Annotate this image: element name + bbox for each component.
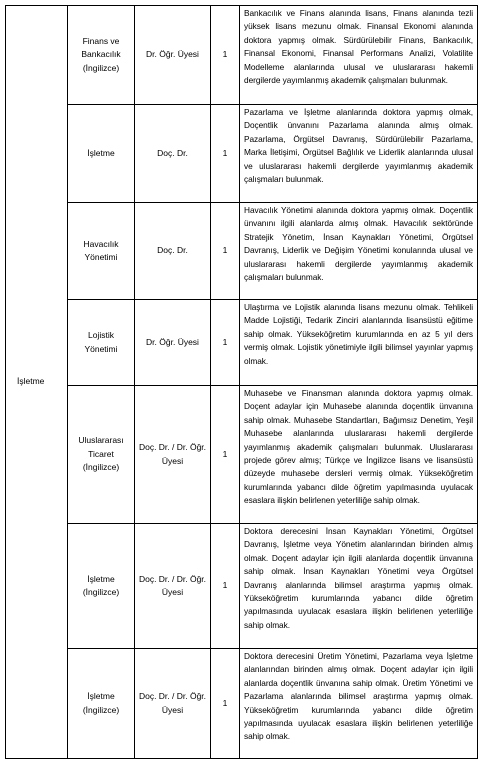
field-cell: İşletme bbox=[68, 105, 135, 203]
title-cell: Doç. Dr. bbox=[135, 105, 211, 203]
requirement-cell: Doktora derecesini İnsan Kaynakları Yönetimi, Örgütsel Davranış, İşletme veya Yönetim alanlarından birinden almış olmak. Doçent adaylar için ilgili alanlarda doçentlik ünvanına sahip olmak. İnsan Kaynakları Yönetimi veya Örgütsel Davranış alanlarında bilimsel araştırma yapmış olmak. Yükseköğretim kurumlarında yabancı dilde öğretim yapılmasında uyulacak esaslara ilişkin belirlenen yeterliliğe sahip olmak. bbox=[240, 524, 478, 649]
field-cell: Lojistik Yönetimi bbox=[68, 300, 135, 386]
table-row bbox=[6, 203, 478, 300]
table-row bbox=[6, 386, 478, 524]
count-cell: 1 bbox=[211, 6, 240, 105]
requirement-cell: Muhasebe ve Finansman alanında doktora yapmış olmak. Doçent adaylar için Muhasebe alanında doçentlik ünvanına sahip olmak. Muhasebe Standartları, Bağımsız Denetim, Yeşil Muhasebe alanlarında uluslararası hakemli dergilerde yayımlanmış akademik çalışmaları bulunmak. Uluslararası projede görev almış; Türkçe ve İngilizce lisans ve lisansüstü düzeyde muhasebe dersleri vermiş olmak. Yükseköğretim kurumlarında yabancı dilde öğretim yapılmasında uyulacak esaslara ilişkin belirlenen yeterliliğe sahip olmak. bbox=[240, 386, 478, 524]
requirement-cell: Ulaştırma ve Lojistik alanında lisans mezunu olmak. Tehlikeli Madde Lojistiği, Tedarik Zinciri alanlarında lisansüstü eğitime sahip olmak. Yükseköğretim kurumlarında en az 5 yıl ders vermiş olmak. Lojistik yönetimiyle ilgili bilimsel yayınlar yapmış olmak. bbox=[240, 300, 478, 386]
title-cell: Doç. Dr. / Dr. Öğr. Üyesi bbox=[135, 524, 211, 649]
table-row bbox=[6, 105, 478, 203]
requirement-cell: Doktora derecesini Üretim Yönetimi, Pazarlama veya İşletme alanlarından birinden almış olmak. Doçent adaylar için ilgili alanlarda doçentlik ünvanına sahip olmak. Üretim Yönetimi ve Pazarlama alanlarında bilimsel araştırma yapmış olmak. Yükseköğretim kurumlarında yabancı dilde öğretim yapılmasında uyulacak esaslara ilişkin belirlenen yeterliliğe sahip olmak. bbox=[240, 649, 478, 759]
table-row bbox=[6, 524, 478, 649]
department-cell: İşletme bbox=[6, 6, 68, 759]
title-cell: Dr. Öğr. Üyesi bbox=[135, 6, 211, 105]
table-row bbox=[6, 6, 478, 105]
count-cell: 1 bbox=[211, 649, 240, 759]
count-cell: 1 bbox=[211, 386, 240, 524]
count-cell: 1 bbox=[211, 300, 240, 386]
title-cell: Doç. Dr. / Dr. Öğr. Üyesi bbox=[135, 386, 211, 524]
count-cell: 1 bbox=[211, 524, 240, 649]
requirement-cell: Havacılık Yönetimi alanında doktora yapmış olmak. Doçentlik ünvanını ilgili alanlarda almış olmak. Havacılık sektöründe Stratejik Yönetim, İnsan Kaynakları Yönetimi, Örgütsel Davranış, Liderlik ve Değişim Yönetimi konularında ulusal ve uluslararası hakemli dergilerde yayımlanmış akademik çalışmaları bulunmak. bbox=[240, 203, 478, 300]
field-cell: Havacılık Yönetimi bbox=[68, 203, 135, 300]
field-cell: İşletme (İngilizce) bbox=[68, 524, 135, 649]
requirement-cell: Pazarlama ve İşletme alanlarında doktora yapmış olmak, Doçentlik ünvanını Pazarlama alanında almış olmak. Pazarlama, Örgütsel Davranış, Sürdürülebilir Pazarlama, Marka İletişimi, Örgütsel Bağlılık ve Liderlik alanlarında ulusal ve uluslararası hakemli dergilerde yayımlanmış akademik çalışmaları bulunmak. bbox=[240, 105, 478, 203]
field-cell: İşletme (İngilizce) bbox=[68, 649, 135, 759]
title-cell: Dr. Öğr. Üyesi bbox=[135, 300, 211, 386]
table-row bbox=[6, 649, 478, 759]
positions-table bbox=[5, 5, 478, 759]
title-cell: Doç. Dr. bbox=[135, 203, 211, 300]
field-cell: Finans ve Bankacılık (İngilizce) bbox=[68, 6, 135, 105]
count-cell: 1 bbox=[211, 203, 240, 300]
field-cell: Uluslararası Ticaret (İngilizce) bbox=[68, 386, 135, 524]
table-row bbox=[6, 300, 478, 386]
count-cell: 1 bbox=[211, 105, 240, 203]
title-cell: Doç. Dr. / Dr. Öğr. Üyesi bbox=[135, 649, 211, 759]
requirement-cell: Bankacılık ve Finans alanında lisans, Finans alanında tezli yüksek lisans mezunu olmak. Finansal Ekonomi alanında doktora yapmış olmak. Sürdürülebilir Finans, Bankacılık, Finansal Ekonomi, Finansal Performans Analizi, Volatilite Modelleme alanlarında ulusal ve uluslararası hakemli dergilerde yayımlanmış akademik çalışmaları bulunmak. bbox=[240, 6, 478, 105]
